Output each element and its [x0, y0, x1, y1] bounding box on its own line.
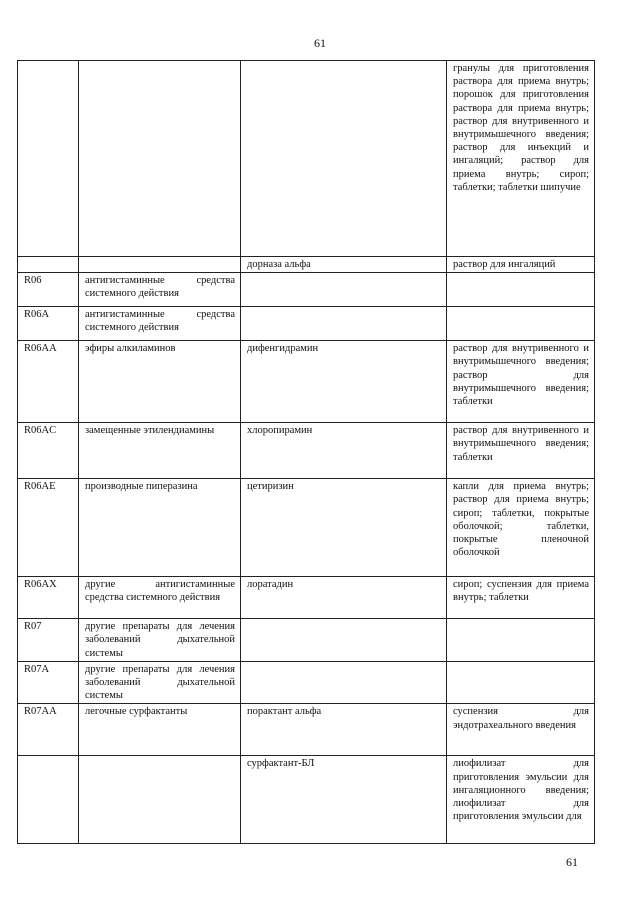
dosage-form-cell [447, 273, 595, 307]
atc-code-cell: R06AA [18, 341, 79, 423]
page-number-top: 61 [314, 36, 326, 50]
atc-code-cell [18, 257, 79, 273]
inn-cell [241, 619, 447, 662]
atc-code-cell: R06A [18, 307, 79, 341]
table-row [18, 479, 595, 577]
dosage-form-cell: капли для приема внутрь; раствор для приема внутрь; сироп; таблетки, покрытые оболочкой; таблетки, покрытые пленочной оболочкой [447, 479, 595, 577]
atc-code-cell [18, 61, 79, 257]
inn-cell: хлоропирамин [241, 423, 447, 479]
atc-code-cell: R07 [18, 619, 79, 662]
table-row [18, 577, 595, 619]
group-name-cell: эфиры алкиламинов [79, 341, 241, 423]
group-name-cell: антигистаминные средства системного действия [79, 273, 241, 307]
table-row [18, 257, 595, 273]
table-row [18, 756, 595, 844]
inn-cell [241, 273, 447, 307]
group-name-cell: замещенные этилендиамины [79, 423, 241, 479]
group-name-cell [79, 257, 241, 273]
atc-code-cell: R07A [18, 661, 79, 704]
dosage-form-cell: лиофилизат для приготовления эмульсии для ингаляционного введения; лиофилизат для приготовления эмульсии для [447, 756, 595, 844]
page-number-bottom: 61 [566, 855, 578, 869]
atc-code-cell: R06AE [18, 479, 79, 577]
table-row [18, 619, 595, 662]
inn-cell: дифенгидрамин [241, 341, 447, 423]
atc-code-cell: R07AA [18, 704, 79, 756]
dosage-form-cell [447, 307, 595, 341]
group-name-cell: производные пиперазина [79, 479, 241, 577]
dosage-form-cell: гранулы для приготовления раствора для приема внутрь; порошок для приготовления раствора для приема внутрь; раствор для внутривенного и внутримышечного введения; раствор для инъекций и ингаляций; раствор для приема внутрь; сироп; таблетки; таблетки шипучие [447, 61, 595, 257]
drug-table-body [18, 61, 595, 844]
dosage-form-cell: суспензия для эндотрахеального введения [447, 704, 595, 756]
inn-cell: дорназа альфа [241, 257, 447, 273]
dosage-form-cell: раствор для внутривенного и внутримышечного введения; раствор для внутримышечного введения; таблетки [447, 341, 595, 423]
dosage-form-cell: раствор для ингаляций [447, 257, 595, 273]
atc-code-cell: R06 [18, 273, 79, 307]
dosage-form-cell [447, 661, 595, 704]
group-name-cell: другие антигистаминные средства системного действия [79, 577, 241, 619]
group-name-cell [79, 756, 241, 844]
dosage-form-cell: раствор для внутривенного и внутримышечного введения; таблетки [447, 423, 595, 479]
inn-cell [241, 661, 447, 704]
table-row [18, 423, 595, 479]
table-row [18, 273, 595, 307]
drug-table [17, 60, 595, 844]
inn-cell [241, 61, 447, 257]
table-row [18, 307, 595, 341]
group-name-cell: легочные сурфактанты [79, 704, 241, 756]
dosage-form-cell [447, 619, 595, 662]
atc-code-cell: R06AX [18, 577, 79, 619]
group-name-cell: антигистаминные средства системного действия [79, 307, 241, 341]
table-row [18, 704, 595, 756]
table-row [18, 341, 595, 423]
inn-cell: лоратадин [241, 577, 447, 619]
table-row [18, 661, 595, 704]
group-name-cell [79, 61, 241, 257]
inn-cell: порактант альфа [241, 704, 447, 756]
dosage-form-cell: сироп; суспензия для приема внутрь; таблетки [447, 577, 595, 619]
inn-cell: цетиризин [241, 479, 447, 577]
inn-cell: сурфактант-БЛ [241, 756, 447, 844]
inn-cell [241, 307, 447, 341]
table-row [18, 61, 595, 257]
atc-code-cell [18, 756, 79, 844]
group-name-cell: другие препараты для лечения заболеваний дыхательной системы [79, 661, 241, 704]
atc-code-cell: R06AC [18, 423, 79, 479]
group-name-cell: другие препараты для лечения заболеваний дыхательной системы [79, 619, 241, 662]
